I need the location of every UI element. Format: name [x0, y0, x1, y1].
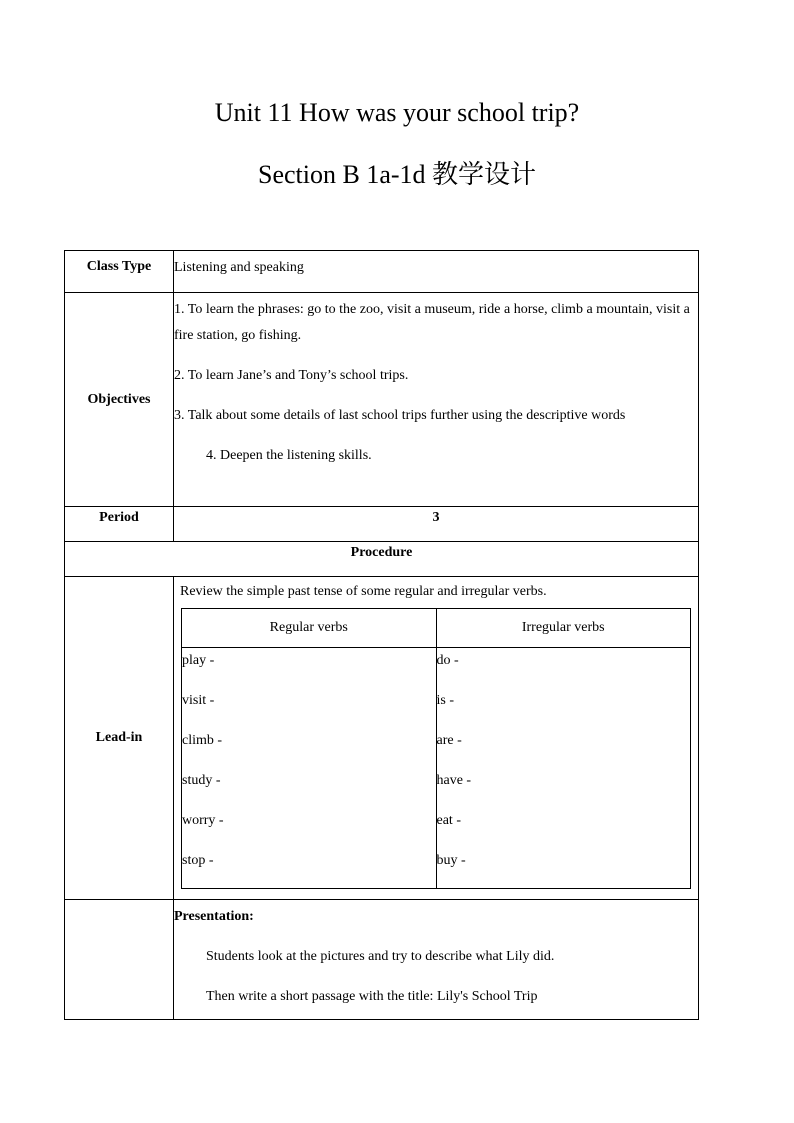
- irregular-verb: do -: [436, 653, 459, 668]
- irregular-verb: is -: [436, 693, 454, 708]
- regular-verb: play -: [182, 653, 215, 668]
- regular-verb: stop -: [182, 853, 214, 868]
- irregular-verb: are -: [436, 733, 462, 748]
- irregular-verb: eat -: [436, 813, 461, 828]
- regular-verb: visit -: [182, 693, 215, 708]
- presentation-label-cell: [65, 900, 174, 1020]
- presentation-heading: Presentation:: [174, 909, 254, 924]
- doc-subtitle: Section B 1a-1d 教学设计: [257, 160, 537, 189]
- regular-verb: worry -: [182, 813, 224, 828]
- irregular-verbs-list: [436, 648, 691, 889]
- leadin-label: Lead-in: [65, 577, 174, 900]
- objectives-label: Objectives: [65, 293, 174, 507]
- regular-verb: climb -: [182, 733, 223, 748]
- doc-title: Unit 11 How was your school trip?: [214, 98, 580, 127]
- presentation-line: Students look at the pictures and try to describe what Lily did.: [206, 949, 555, 964]
- irregular-verb: have -: [436, 773, 472, 788]
- objective-item: 1. To learn the phrases: go to the zoo, visit a museum, ride a horse, climb a mountain, visit a fire station, go fishing.: [174, 302, 690, 343]
- irregular-verbs-header: Irregular verbs: [436, 609, 691, 648]
- objective-item: 2. To learn Jane’s and Tony’s school trips.: [174, 368, 409, 383]
- procedure-heading: Procedure: [65, 542, 699, 577]
- regular-verbs-list: [182, 648, 437, 889]
- verbs-table: [181, 608, 691, 889]
- leadin-content: [174, 577, 699, 900]
- presentation-content: [174, 900, 699, 1020]
- period-value: 3: [174, 507, 699, 542]
- lesson-plan-table: [64, 250, 699, 1020]
- period-label: Period: [65, 507, 174, 542]
- leadin-intro: Review the simple past tense of some regular and irregular verbs.: [180, 584, 547, 599]
- regular-verbs-header: Regular verbs: [182, 609, 437, 648]
- regular-verb: study -: [182, 773, 221, 788]
- objective-item: 3. Talk about some details of last school trips further using the descriptive words: [174, 408, 626, 423]
- objectives-list: [174, 293, 699, 507]
- class-type-value: Listening and speaking: [174, 251, 699, 293]
- class-type-label: Class Type: [65, 251, 174, 293]
- presentation-line: Then write a short passage with the title: Lily's School Trip: [206, 989, 538, 1004]
- objective-item: 4. Deepen the listening skills.: [206, 448, 372, 463]
- irregular-verb: buy -: [436, 853, 466, 868]
